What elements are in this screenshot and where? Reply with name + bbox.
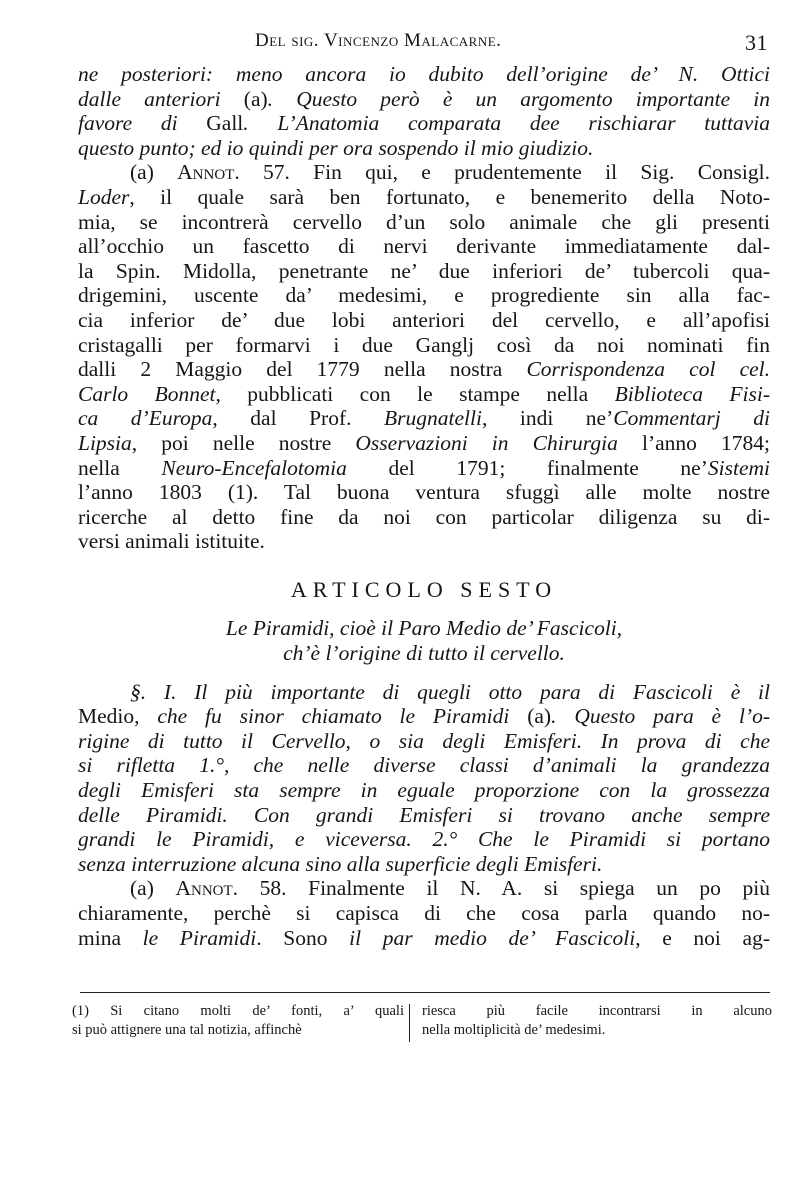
footnote-line: (1) Si citano molti de’ fonti, a’ quali [72,1003,404,1019]
text-line: delle Piramidi. Con grandi Emisferi si trovano anche sempre [78,802,770,827]
text-line: la Spin. Midolla, penetrante ne’ due inferiori de’ tubercoli qua- [78,258,770,283]
footnote-rule [80,992,770,993]
text-line: mina le Piramidi. Sono il par medio de’ Fascicoli, e noi ag- [78,925,770,950]
text-line: dalli 2 Maggio del 1779 nella nostra Corrispondenza col cel. [78,357,770,382]
footnote-line: nella moltiplicità de’ medesimi. [422,1022,606,1038]
text-line: Carlo Bonnet, pubblicati con le stampe nella Biblioteca Fisi- [78,381,770,406]
text-line: cristagalli per formarvi i due Ganglj così da noi nominati fin [78,332,770,357]
section-heading: ARTICOLO SESTO [290,576,558,602]
text-line: Loder, il quale sarà ben fortunato, e benemerito della Noto- [78,184,770,209]
text-line: l’anno 1803 (1). Tal buona ventura sfuggì alle molte nostre [78,480,770,505]
page-number: 31 [745,30,768,55]
text-line: drigemini, uscente da’ medesimi, e progrediente sin alla fac- [78,283,770,308]
text-line: nella Neuro-Encefalotomia del 1791; finalmente ne’Sistemi [78,455,770,480]
footnote-right-column [422,1002,772,1040]
text-line: ricerche al detto fine da noi con particolar diligenza su di- [78,504,770,529]
footnote-left-column [72,1002,404,1040]
section-subtitle: ch’è l’origine di tutto il cervello. [283,641,565,666]
text-line: mia, se incontrerà cervello d’un solo animale che gli presenti [78,209,770,234]
text-line: si rifletta 1.°, che nelle diverse classi d’animali la grandezza [78,753,770,778]
text-line: grandi le Piramidi, e viceversa. 2.° Che le Piramidi si portano [78,827,770,852]
section-subtitle: Le Piramidi, cioè il Paro Medio de’ Fascicoli, [225,616,623,641]
footnote-line: riesca più facile incontrarsi in alcuno [422,1003,772,1019]
text-line: cia inferior de’ due lobi anteriori del cervello, e all’apofisi [78,307,770,332]
footnote-divider [409,1004,410,1042]
text-line: rigine di tutto il Cervello, o sia degli Emisferi. In prova di che [78,728,770,753]
text-line: degli Emisferi sta sempre in eguale proporzione con la grossezza [78,778,770,803]
text-line: questo punto; ed io quindi per ora sospendo il mio giudizio. [78,135,594,160]
text-line: all’occhio un fascetto di nervi derivante immediatamente dal- [78,234,770,259]
text-line: senza interruzione alcuna sino alla superficie degli Emisferi. [78,851,603,876]
text-line: (a) Annot. 57. Fin qui, e prudentemente il Sig. Consigl. [130,160,770,185]
text-line: (a) Annot. 58. Finalmente il N. A. si spiega un po più [130,876,770,901]
text-line: Medio, che fu sinor chiamato le Piramidi (a). Questo para è l’o- [78,704,770,729]
main-text [78,62,770,950]
text-line: §. I. Il più importante di quegli otto para di Fascicoli è il [130,679,770,704]
running-header [255,30,770,54]
text-line: chiaramente, perchè si capisca di che cosa parla quando no- [78,901,770,925]
text-line: Lipsia, poi nelle nostre Osservazioni in Chirurgia l’anno 1784; [78,430,770,455]
text-line: versi animali istituite. [78,529,265,554]
text-line: ne posteriori: meno ancora io dubito dell’origine de’ N. Ottici [78,62,770,86]
text-line: ca d’Europa, dal Prof. Brugnatelli, indi ne’Commentarj di [78,406,771,431]
running-title: Del sig. Vincenzo Malacarne. [255,30,502,51]
text-line: dalle anteriori (a). Questo però è un argomento importante in [78,86,771,111]
footnote-line: si può attignere una tal notizia, affinchè [72,1022,302,1038]
text-line: favore di Gall. L’Anatomia comparata dee rischiarar tuttavia [78,111,770,136]
